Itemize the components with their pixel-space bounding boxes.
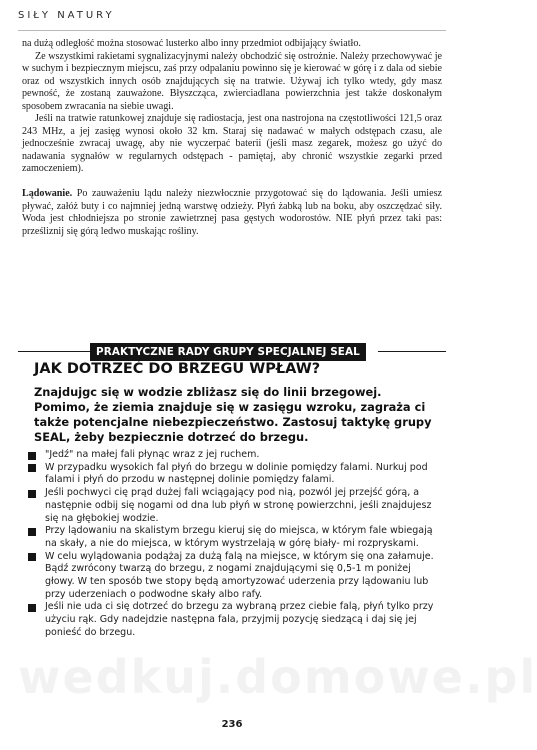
tips-list	[28, 449, 440, 640]
body-text	[22, 38, 442, 238]
tip-text: Jeśli pochwyci cię prąd dużej fali wciągający pod nią, pozwól jej przejść górą, a następnie odbij się nogami od dna lub płyń w stronę powierzchni, jeśli znajdujesz się na głębokiej wodzie.	[45, 487, 432, 524]
tip-text: Jeśli nie uda ci się dotrzeć do brzegu za wybraną przez ciebie falą, płyń tylko przy użyciu rąk. Gdy nadejdzie następna fala, przyjmij pozycję siedzącą i daj się jej ponieść do brzegu.	[45, 601, 434, 638]
tip-item	[28, 487, 440, 525]
square-bullet-icon	[28, 464, 36, 472]
watermark: wedkuj.domowe.pl	[18, 650, 537, 704]
box-rule-right	[378, 351, 446, 352]
square-bullet-icon	[28, 553, 36, 561]
header-divider	[18, 30, 446, 31]
landing-text: Po zauważeniu lądu należy niezwłocznie przygotować się do lądowania. Jeśli umiesz pływać, załóż buty i co najmniej jedną warstwę odzieży. Płyń żabką lub na boku, aby oszczędzać siły. Woda jest chłodniejsza po stronie zawietrznej pasa gęstych wodorostów. NIE płyń przez taki pas: prześliznij się górą ledwo muskając rośliny.	[22, 188, 442, 237]
square-bullet-icon	[28, 528, 36, 536]
page-number: 236	[221, 719, 243, 730]
tip-text: Przy lądowaniu na skalistym brzegu kieruj się do miejsca, w którym fale wbiegają na skały, a nie do miejsca, w którym wystrzelają w górę biały- mi rozpryskami.	[45, 525, 433, 549]
tip-item	[28, 525, 440, 550]
square-bullet-icon	[28, 490, 36, 498]
tip-text: "Jedź" na małej fali płynąc wraz z jej ruchem.	[45, 449, 260, 460]
box-rule-left	[18, 351, 90, 352]
square-bullet-icon	[28, 452, 36, 460]
landing-label: Lądowanie.	[22, 188, 73, 200]
box-lead: Znajdujgc się w wodzie zbliżasz się do linii brzegowej. Pomimo, że ziemia znajduje się w zasięgu wzroku, zagraża ci także potencjalne niebezpieczeństwo. Zastosuj taktykę grupy SEAL, żeby bezpiecznie dotrzeć do brzegu.	[34, 385, 432, 444]
tip-item	[28, 601, 440, 639]
paragraph-radio: Jeśli na tratwie ratunkowej znajduje się radiostacja, jest ona nastrojona na częstotliwości 121,5 oraz 243 MHz, a jej zasięg wynosi około 32 km. Staraj się nadawać w małych odstępach czasu, ale jednocześnie zwracaj uwagę, aby nie wyczerpać baterii (jeśli masz zegarek, możesz go użyć do nadawania sygnałów w regularnych odstępach - pamiętaj, aby chronić wszystkie zegarki przed zamoczeniem).	[22, 113, 442, 175]
box-heading: JAK DOTRZEĆ DO BRZEGU WPŁAW?	[34, 361, 321, 377]
running-head: SIŁY NATURY	[18, 10, 115, 21]
tip-item	[28, 551, 440, 602]
square-bullet-icon	[28, 604, 36, 612]
tip-item	[28, 462, 440, 487]
tip-item	[28, 449, 440, 462]
seal-tips-banner: PRAKTYCZNE RADY GRUPY SPECJALNEJ SEAL	[90, 343, 366, 361]
paragraph-mirror: na dużą odległość można stosować lusterko albo inny przedmiot odbijający światło.	[22, 38, 361, 49]
tip-text: W przypadku wysokich fal płyń do brzegu w dolinie pomiędzy falami. Nurkuj pod falami i płyń do przodu w następnej dolinie pomiędzy falami.	[45, 461, 428, 486]
paragraph-flares: Ze wszystkimi rakietami sygnalizacyjnymi należy obchodzić się ostrożnie. Należy przechowywać je w suchym i bezpiecznym miejscu, zaś przy odpalaniu powinno się je kierować w górę i z dala od siebie oraz od wszystkich innych osób znajdujących się na tratwie. Używaj ich tylko wtedy, gdy masz pewność, że zostaną zauważone. Błyszcząca, zwierciadlana powierzchnia jest także doskonałym sposobem zwracania na siebie uwagi.	[22, 50, 442, 112]
paragraph-landing	[22, 188, 442, 238]
tip-text: W celu wylądowania podążaj za dużą falą na miejsce, w którym się ona załamuje. Bądź zwrócony twarzą do brzegu, z nogami znajdującymi się 0,5-1 m poniżej głowy. W ten sposób twe stopy będą amortyzować uderzenia przy lądowaniu lub przy uderzeniach o podwodne skały albo rafy.	[45, 550, 434, 600]
